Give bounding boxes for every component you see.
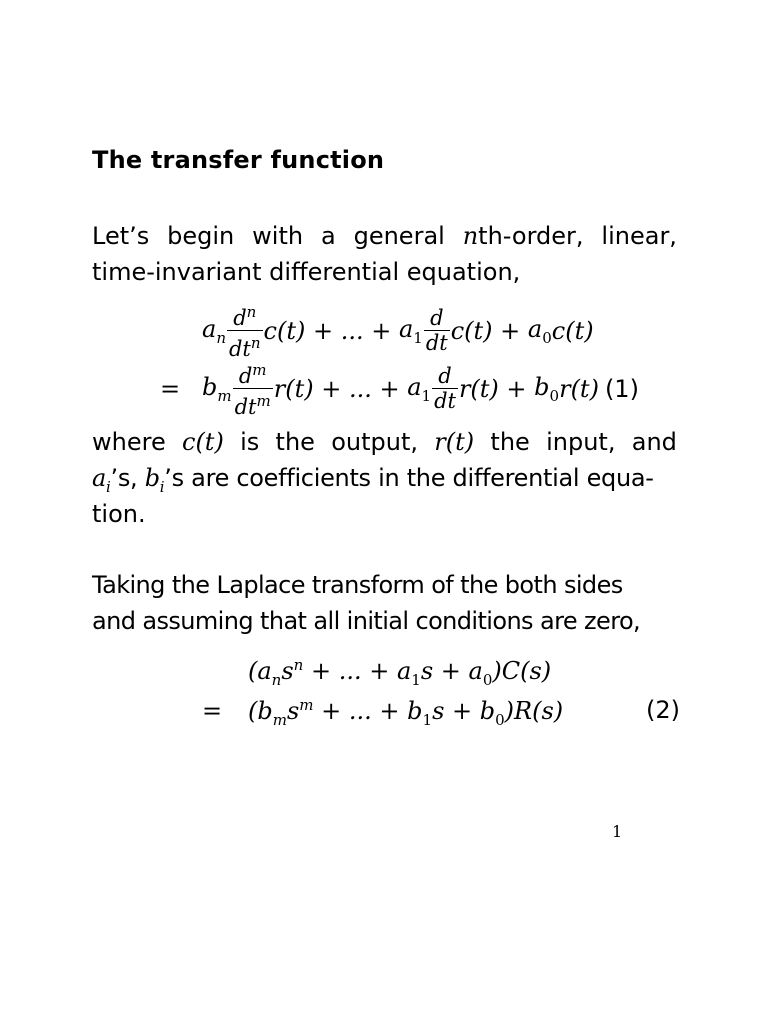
word: with (252, 222, 304, 250)
expression: (b (248, 697, 273, 725)
equation-2-row-1 (248, 656, 551, 689)
paragraph-2-line-1 (92, 424, 677, 460)
paragraph-3-line-1: Taking the Laplace transform of the both sides (92, 571, 623, 599)
expression: s + b (432, 697, 496, 725)
expression: + ... + b (313, 697, 423, 725)
coef-a-1 (399, 315, 423, 347)
derivative-fraction (227, 300, 263, 361)
subscript: 1 (413, 328, 423, 347)
superscript: m (256, 392, 271, 410)
symbol: s (286, 697, 300, 725)
coef-a-n (202, 315, 226, 347)
rhs-expression (248, 696, 564, 729)
expression: + ... + a (303, 657, 412, 685)
fraction-numerator (231, 300, 258, 330)
paragraph-2-line-3: tion. (92, 500, 146, 528)
output-symbol: c(t) (182, 428, 224, 456)
derivative-fraction (424, 306, 450, 355)
paragraph-1-line-1 (92, 218, 677, 254)
subscript: 1 (421, 386, 432, 405)
symbol: a (527, 314, 543, 343)
subscript: 0 (482, 670, 493, 689)
equals-sign: = (202, 697, 223, 725)
superscript: n (250, 334, 261, 352)
coef-b-i (144, 464, 165, 496)
derivative-fraction (432, 364, 458, 413)
expression: c(t) (551, 316, 594, 345)
page-number: 1 (612, 822, 623, 841)
expression: r(t) + (458, 374, 535, 403)
expression: c(t) + ... + (263, 316, 399, 345)
word: output, (331, 428, 419, 456)
coef-a-0 (528, 315, 552, 347)
variable-n: n (462, 222, 479, 250)
subscript: 0 (549, 386, 560, 405)
paragraph-3-line-2: and assuming that all initial conditions are zero, (92, 607, 641, 635)
expression: (a (248, 657, 272, 685)
page-title: The transfer function (92, 146, 385, 174)
word: the (275, 428, 315, 456)
symbol: dt (234, 395, 257, 419)
word: a (320, 222, 336, 250)
subscript: 1 (411, 670, 421, 689)
coef-a-1 (407, 373, 431, 405)
equation-1-row-2 (160, 358, 639, 419)
word: where (92, 428, 166, 456)
superscript: n (293, 656, 304, 674)
symbol: s (281, 657, 294, 685)
derivative-fraction (233, 358, 273, 419)
symbol: b (144, 464, 160, 492)
fraction-numerator: d (438, 364, 452, 388)
subscript: i (159, 477, 165, 496)
text: ’s are coefficients in the differential equa- (164, 464, 654, 492)
expression: c(t) + (450, 316, 528, 345)
superscript: n (246, 303, 257, 321)
coef-b-0 (534, 373, 559, 405)
fraction-denominator: dt (434, 389, 456, 413)
subscript: i (106, 477, 111, 496)
expression: s + a (420, 657, 483, 685)
fraction-denominator (233, 389, 273, 419)
equation-2-row-2 (202, 696, 680, 729)
input-symbol: r(t) (434, 428, 475, 456)
superscript: m (299, 696, 314, 714)
superscript: m (252, 361, 267, 379)
word: th-order, (478, 222, 584, 250)
text: ’s, (110, 464, 145, 492)
word: and (631, 428, 677, 456)
subscript: m (272, 710, 287, 729)
symbol: a (202, 314, 217, 343)
fraction-denominator: dt (425, 331, 448, 355)
word: the (490, 428, 530, 456)
symbol: dt (228, 337, 251, 361)
equation-number: (2) (646, 696, 680, 724)
equation-1-row-1 (202, 300, 594, 361)
word: input, (546, 428, 616, 456)
symbol: a (92, 464, 107, 492)
word: Let’s (92, 222, 150, 250)
subscript: n (216, 328, 226, 347)
symbol: d (233, 306, 247, 330)
expression: )C(s) (492, 657, 552, 685)
word: linear, (601, 222, 677, 250)
nth-order-word (463, 218, 584, 254)
paragraph-1-line-2: time-invariant differential equation, (92, 258, 521, 286)
word: is (240, 428, 260, 456)
coef-a-i (92, 464, 111, 496)
expression: )R(s) (504, 697, 564, 725)
subscript: 0 (542, 328, 552, 347)
symbol: d (238, 364, 253, 388)
fraction-numerator (237, 358, 269, 388)
subscript: 1 (422, 710, 433, 729)
subscript: m (217, 386, 232, 405)
subscript: 0 (495, 710, 505, 729)
expression: r(t) (559, 374, 599, 403)
symbol: b (202, 372, 218, 401)
coef-b-m (202, 373, 232, 405)
symbol: a (398, 314, 414, 343)
fraction-numerator: d (430, 306, 444, 330)
expression: r(t) + ... + (273, 374, 408, 403)
equation-number: (1) (604, 374, 639, 403)
subscript: n (271, 670, 282, 689)
word: begin (167, 222, 235, 250)
word: general (353, 222, 445, 250)
symbol: b (534, 372, 550, 401)
fraction-denominator (227, 331, 263, 361)
equals-sign: = (160, 374, 181, 403)
symbol: a (407, 372, 422, 401)
